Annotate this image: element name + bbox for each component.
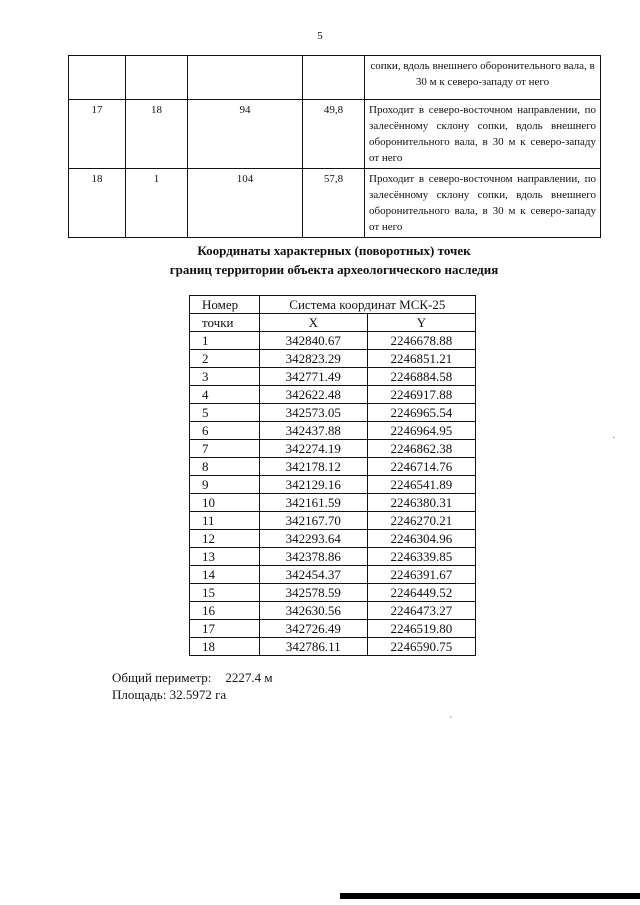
coordinates-title: [0, 241, 640, 279]
coordinate-x: 342178.12: [259, 458, 367, 476]
header-number-line2: точки: [190, 314, 260, 332]
point-number: 1: [190, 332, 260, 350]
summary: [112, 669, 273, 703]
coordinate-row: [190, 350, 476, 368]
boundary-length: 49,8: [303, 100, 365, 169]
coordinate-y: 2246519.80: [367, 620, 475, 638]
coordinate-x: 342726.49: [259, 620, 367, 638]
coordinates-table-body: [190, 332, 476, 656]
area-label: Площадь:: [112, 687, 167, 702]
point-number: 14: [190, 566, 260, 584]
coordinate-y: 2246678.88: [367, 332, 475, 350]
coordinate-x: 342630.56: [259, 602, 367, 620]
coordinate-row: [190, 476, 476, 494]
area-value: 32.5972 га: [169, 687, 227, 702]
point-number: 5: [190, 404, 260, 422]
coordinate-y: 2246884.58: [367, 368, 475, 386]
coordinates-title-line1: Координаты характерных (поворотных) точек: [197, 243, 471, 258]
boundary-row: [69, 56, 601, 100]
point-number: 11: [190, 512, 260, 530]
coordinate-x: 342161.59: [259, 494, 367, 512]
boundary-table-body: [69, 56, 601, 238]
coordinate-y: 2246270.21: [367, 512, 475, 530]
coordinate-row: [190, 422, 476, 440]
coordinate-row: [190, 368, 476, 386]
point-number: 15: [190, 584, 260, 602]
header-y: Y: [367, 314, 475, 332]
coordinate-row: [190, 458, 476, 476]
coordinate-row: [190, 404, 476, 422]
header-x: X: [259, 314, 367, 332]
coordinate-x: 342578.59: [259, 584, 367, 602]
boundary-from-point: 17: [69, 100, 126, 169]
boundary-from-point: [69, 56, 126, 100]
coordinate-x: 342840.67: [259, 332, 367, 350]
point-number: 13: [190, 548, 260, 566]
coordinate-row: [190, 440, 476, 458]
coordinate-x: 342274.19: [259, 440, 367, 458]
perimeter-line: [112, 669, 273, 686]
coordinate-x: 342454.37: [259, 566, 367, 584]
coordinate-y: 2246590.75: [367, 638, 475, 656]
coordinate-y: 2246380.31: [367, 494, 475, 512]
coordinate-row: [190, 386, 476, 404]
coordinate-row: [190, 566, 476, 584]
coordinate-y: 2246965.54: [367, 404, 475, 422]
boundary-to-point: 1: [126, 169, 188, 238]
boundary-description: сопки, вдоль внешнего оборонительного вала, в 30 м к северо-западу от него: [365, 56, 601, 100]
perimeter-label: Общий периметр:: [112, 670, 212, 685]
boundary-to-point: [126, 56, 188, 100]
coordinate-x: 342786.11: [259, 638, 367, 656]
boundary-description: Проходит в северо-восточном направлении, по залесённому склону сопки, вдоль внешнего оборонительного вала, в 30 м к северо-западу от него: [365, 169, 601, 238]
coordinate-y: 2246964.95: [367, 422, 475, 440]
coordinate-row: [190, 584, 476, 602]
boundary-from-point: 18: [69, 169, 126, 238]
coordinate-x: 342771.49: [259, 368, 367, 386]
coordinate-x: 342622.48: [259, 386, 367, 404]
point-number: 8: [190, 458, 260, 476]
coordinate-x: 342129.16: [259, 476, 367, 494]
boundary-to-point: 18: [126, 100, 188, 169]
area-line: [112, 686, 273, 703]
coordinate-x: 342573.05: [259, 404, 367, 422]
coordinate-row: [190, 638, 476, 656]
boundary-direction: 94: [188, 100, 303, 169]
coordinate-row: [190, 620, 476, 638]
boundary-direction: [188, 56, 303, 100]
coordinates-title-line2: границ территории объекта археологического наследия: [169, 262, 499, 277]
coordinate-y: 2246473.27: [367, 602, 475, 620]
point-number: 10: [190, 494, 260, 512]
coordinate-x: 342823.29: [259, 350, 367, 368]
boundary-direction: 104: [188, 169, 303, 238]
coordinate-row: [190, 548, 476, 566]
scan-edge-mark: [340, 893, 640, 899]
coordinate-y: 2246391.67: [367, 566, 475, 584]
coordinate-y: 2246851.21: [367, 350, 475, 368]
coordinate-row: [190, 494, 476, 512]
boundary-row: [69, 169, 601, 238]
coordinate-y: 2246304.96: [367, 530, 475, 548]
perimeter-value: 2227.4 м: [225, 670, 273, 685]
point-number: 12: [190, 530, 260, 548]
header-number-line1: Номер: [190, 296, 260, 314]
coordinate-y: 2246449.52: [367, 584, 475, 602]
coordinate-row: [190, 530, 476, 548]
point-number: 4: [190, 386, 260, 404]
coordinate-row: [190, 332, 476, 350]
coordinate-row: [190, 602, 476, 620]
coordinate-x: 342378.86: [259, 548, 367, 566]
boundary-table: [68, 55, 601, 238]
coordinates-table: [189, 295, 476, 656]
coordinate-row: [190, 512, 476, 530]
boundary-row: [69, 100, 601, 169]
scan-speck: `: [449, 716, 453, 727]
point-number: 18: [190, 638, 260, 656]
coordinate-x: 342167.70: [259, 512, 367, 530]
page-number: 5: [317, 30, 323, 42]
coordinate-x: 342293.64: [259, 530, 367, 548]
point-number: 7: [190, 440, 260, 458]
coordinate-y: 2246714.76: [367, 458, 475, 476]
point-number: 6: [190, 422, 260, 440]
coordinate-y: 2246862.38: [367, 440, 475, 458]
point-number: 9: [190, 476, 260, 494]
coordinate-x: 342437.88: [259, 422, 367, 440]
scan-speck: ·: [612, 433, 616, 444]
point-number: 17: [190, 620, 260, 638]
point-number: 2: [190, 350, 260, 368]
header-coordinate-system: Система координат МСК-25: [259, 296, 475, 314]
coordinate-y: 2246339.85: [367, 548, 475, 566]
boundary-length: [303, 56, 365, 100]
boundary-length: 57,8: [303, 169, 365, 238]
coordinate-y: 2246541.89: [367, 476, 475, 494]
boundary-description: Проходит в северо-восточном направлении, по залесённому склону сопки, вдоль внешнего оборонительного вала, в 30 м к северо-западу от него: [365, 100, 601, 169]
point-number: 16: [190, 602, 260, 620]
point-number: 3: [190, 368, 260, 386]
coordinate-y: 2246917.88: [367, 386, 475, 404]
